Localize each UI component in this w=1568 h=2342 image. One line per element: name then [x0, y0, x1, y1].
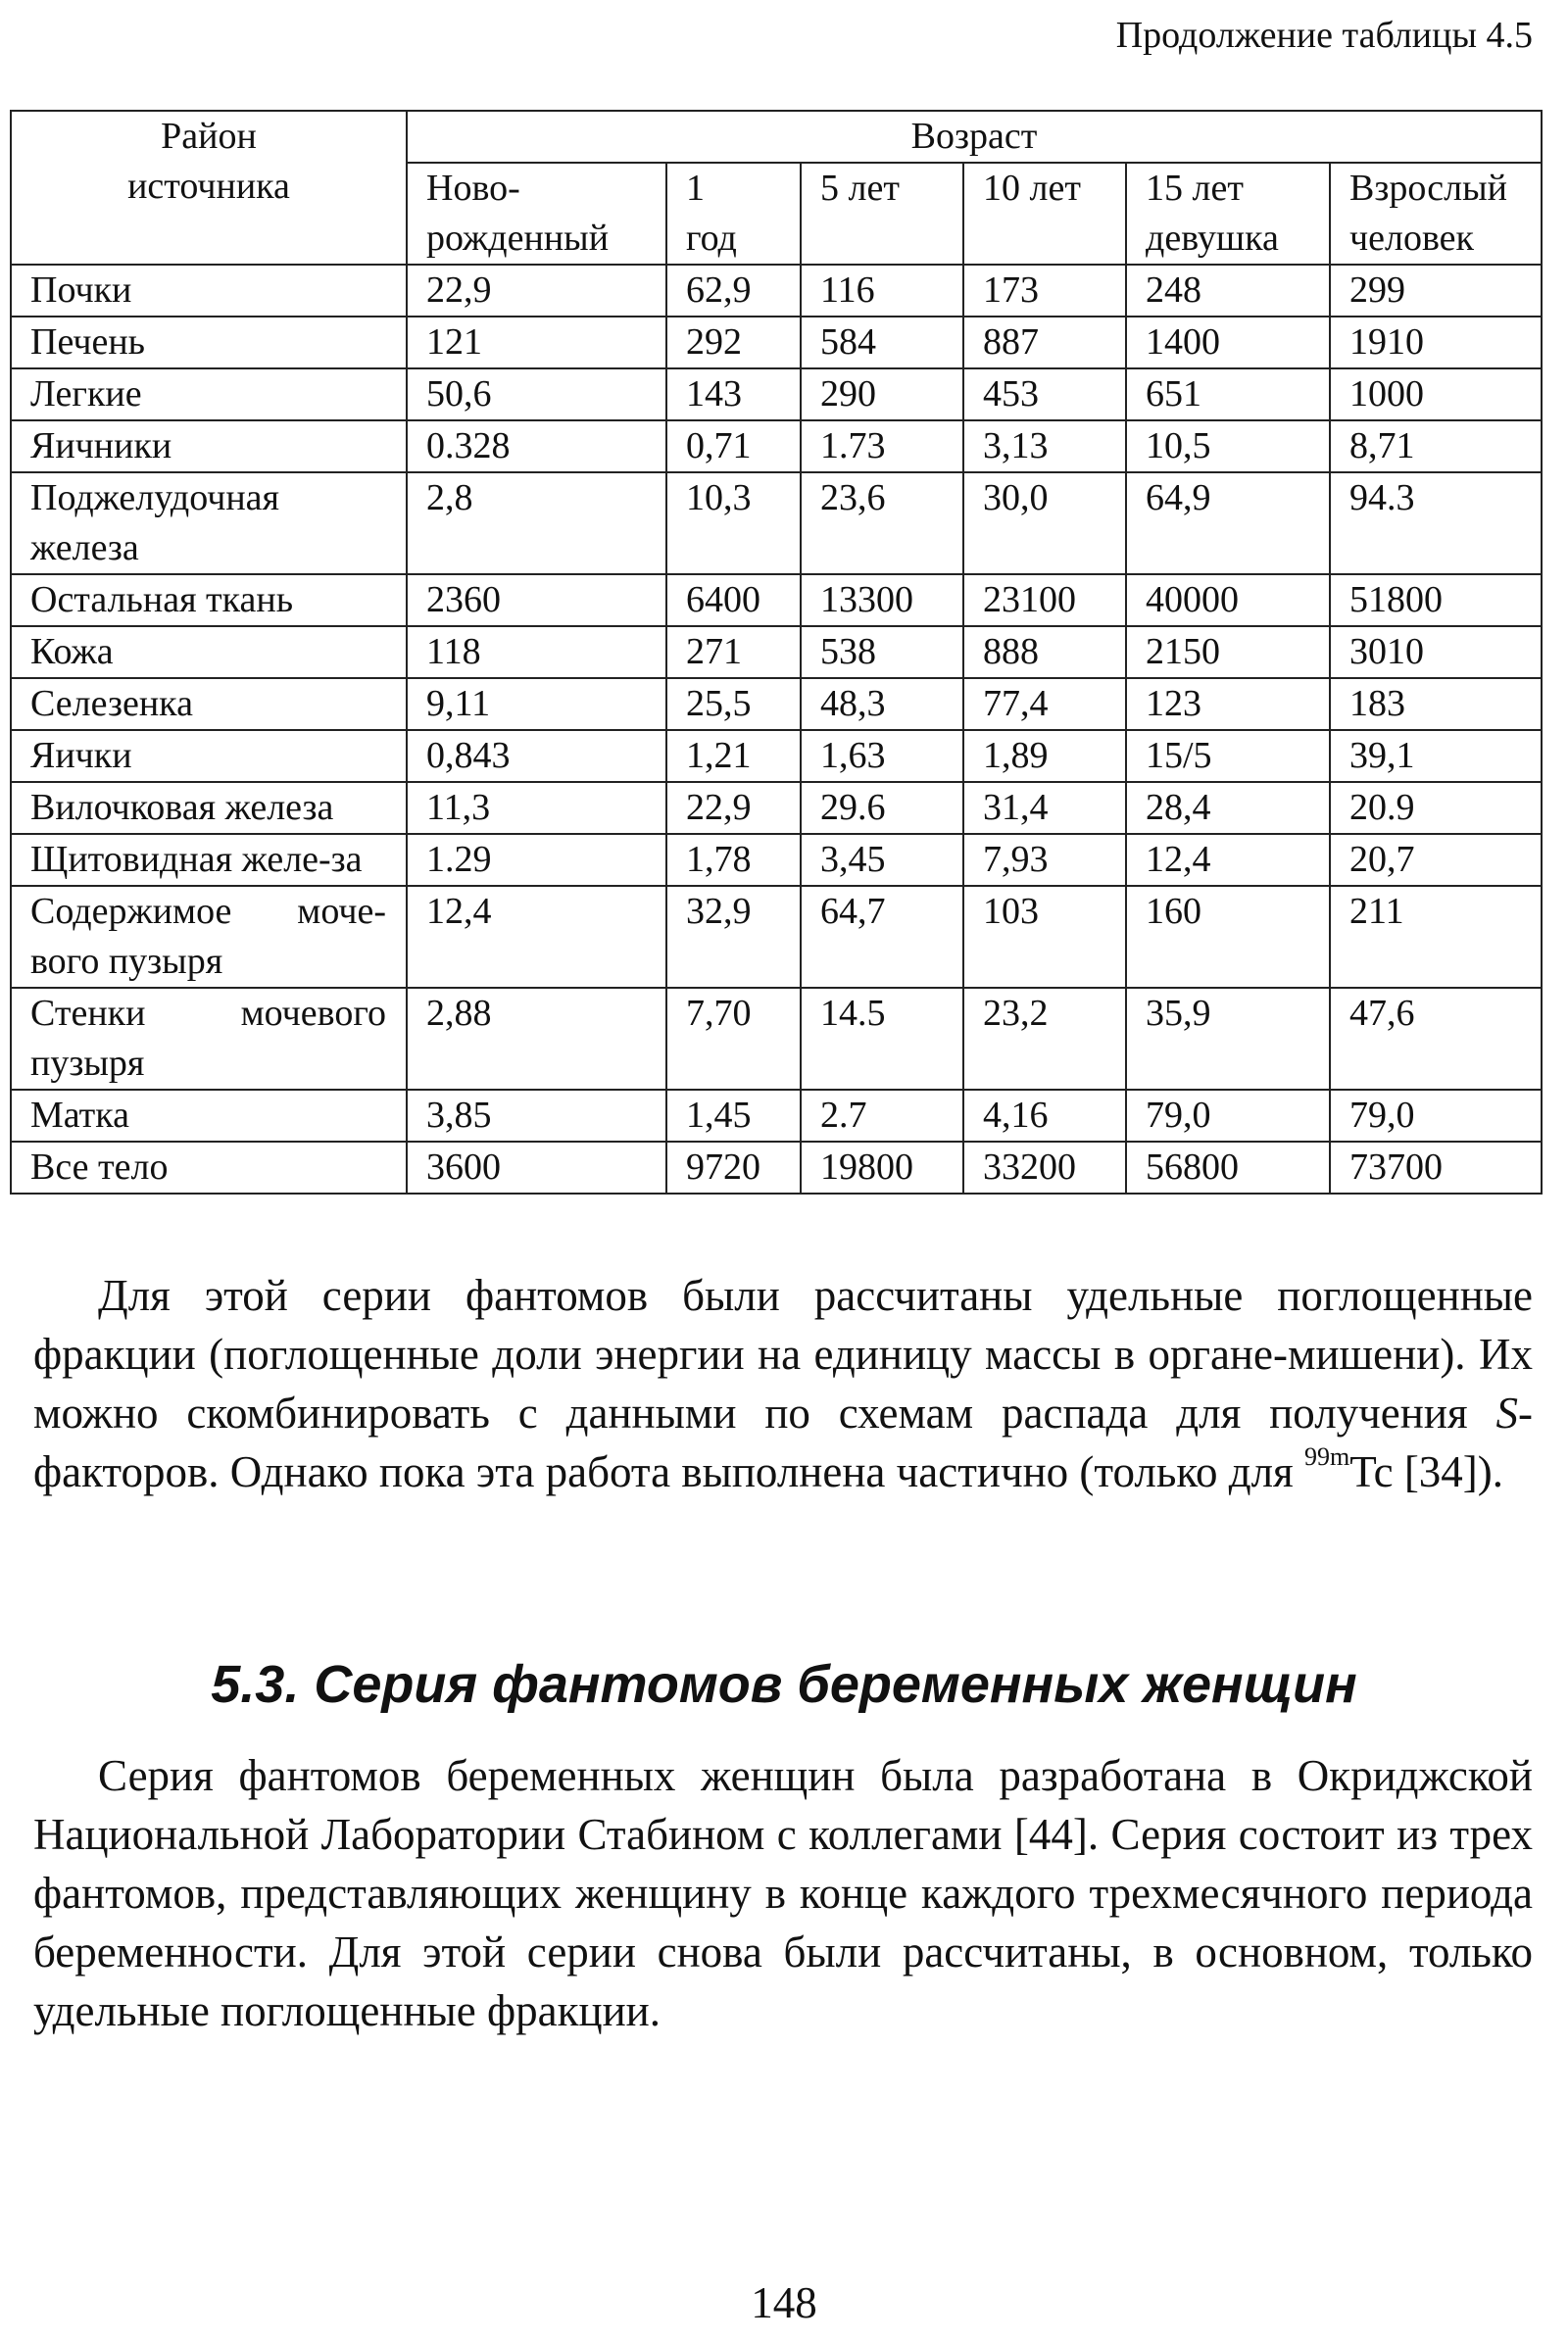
- organ-cell: Поджелудочная железа: [11, 472, 407, 574]
- value-cell: 12,4: [407, 886, 666, 988]
- value-cell: 20,7: [1330, 834, 1542, 886]
- value-cell: 10,3: [666, 472, 801, 574]
- value-cell: 211: [1330, 886, 1542, 988]
- value-cell: 15/5: [1126, 730, 1330, 782]
- value-cell: 248: [1126, 265, 1330, 317]
- value-cell: 2,8: [407, 472, 666, 574]
- value-cell: 12,4: [1126, 834, 1330, 886]
- page-number: 148: [751, 2278, 817, 2327]
- value-cell: 1.29: [407, 834, 666, 886]
- value-cell: 64,9: [1126, 472, 1330, 574]
- value-cell: 0,71: [666, 420, 801, 472]
- paragraph-1: Для этой серии фантомов были рассчитаны удельные поглощенные фракции (поглощенные доли энергии на единицу массы в органе-мишени). Их можно скомбинировать с данными по схемам распада для получения S-факторов. Однако пока эта работа выполнена частично (только для $^{99m}$Tc [34]).: [33, 1271, 1533, 1496]
- value-cell: 9720: [666, 1142, 801, 1194]
- table-row: [11, 988, 1542, 1090]
- value-cell: 64,7: [801, 886, 963, 988]
- value-cell: 2,88: [407, 988, 666, 1090]
- header-age: Возраст: [407, 111, 1542, 163]
- value-cell: 1000: [1330, 368, 1542, 420]
- table-row: [11, 265, 1542, 317]
- value-cell: 7,70: [666, 988, 801, 1090]
- value-cell: 121: [407, 317, 666, 368]
- value-cell: 79,0: [1126, 1090, 1330, 1142]
- value-cell: 0.328: [407, 420, 666, 472]
- table-row: [11, 1142, 1542, 1194]
- value-cell: 94.3: [1330, 472, 1542, 574]
- value-cell: 2.7: [801, 1090, 963, 1142]
- value-cell: 23,2: [963, 988, 1126, 1090]
- header-age-adult: Взрослый человек: [1330, 163, 1542, 265]
- value-cell: 22,9: [407, 265, 666, 317]
- organ-cell: Почки: [11, 265, 407, 317]
- header-source: [11, 111, 407, 265]
- table-row: [11, 730, 1542, 782]
- value-cell: 9,11: [407, 678, 666, 730]
- value-cell: 62,9: [666, 265, 801, 317]
- value-cell: 3,13: [963, 420, 1126, 472]
- value-cell: 453: [963, 368, 1126, 420]
- value-cell: 77,4: [963, 678, 1126, 730]
- organ-cell: Стенки мочевого пузыря: [11, 988, 407, 1090]
- organ-cell: Печень: [11, 317, 407, 368]
- value-cell: 19800: [801, 1142, 963, 1194]
- table-body: [11, 265, 1542, 1194]
- value-cell: 8,71: [1330, 420, 1542, 472]
- paragraph-2: Серия фантомов беременных женщин была разработана в Окриджской Национальной Лаборатории Стабином с коллегами [44]. Серия состоит из трех фантомов, представляющих женщину в конце каждого трехмесячного периода беременности. Для этой серии снова были рассчитаны, в основном, только удельные поглощенные фракции.: [33, 1751, 1533, 2035]
- value-cell: 1,21: [666, 730, 801, 782]
- value-cell: 30,0: [963, 472, 1126, 574]
- value-cell: 11,3: [407, 782, 666, 834]
- organ-cell: Все тело: [11, 1142, 407, 1194]
- value-cell: 651: [1126, 368, 1330, 420]
- value-cell: 0,843: [407, 730, 666, 782]
- value-cell: 2360: [407, 574, 666, 626]
- section-heading: 5.3. Серия фантомов беременных женщин: [211, 1655, 1357, 1714]
- value-cell: 3600: [407, 1142, 666, 1194]
- header-age-10y: 10 лет: [963, 163, 1126, 265]
- value-cell: 290: [801, 368, 963, 420]
- value-cell: 299: [1330, 265, 1542, 317]
- table-row: [11, 317, 1542, 368]
- table-row: [11, 472, 1542, 574]
- organ-cell: Селезенка: [11, 678, 407, 730]
- organ-cell: Содержимое моче-вого пузыря: [11, 886, 407, 988]
- value-cell: 40000: [1126, 574, 1330, 626]
- value-cell: 3,45: [801, 834, 963, 886]
- value-cell: 13300: [801, 574, 963, 626]
- value-cell: 31,4: [963, 782, 1126, 834]
- table-row: [11, 678, 1542, 730]
- table-row: [11, 420, 1542, 472]
- value-cell: 160: [1126, 886, 1330, 988]
- header-age-newborn: Ново- рожденный: [407, 163, 666, 265]
- value-cell: 2150: [1126, 626, 1330, 678]
- value-cell: 271: [666, 626, 801, 678]
- value-cell: 123: [1126, 678, 1330, 730]
- value-cell: 22,9: [666, 782, 801, 834]
- value-cell: 292: [666, 317, 801, 368]
- value-cell: 143: [666, 368, 801, 420]
- value-cell: 116: [801, 265, 963, 317]
- table-row: [11, 782, 1542, 834]
- value-cell: 6400: [666, 574, 801, 626]
- value-cell: 3010: [1330, 626, 1542, 678]
- value-cell: 887: [963, 317, 1126, 368]
- value-cell: 33200: [963, 1142, 1126, 1194]
- value-cell: 538: [801, 626, 963, 678]
- value-cell: 888: [963, 626, 1126, 678]
- table-row: [11, 574, 1542, 626]
- value-cell: 1.73: [801, 420, 963, 472]
- value-cell: 23100: [963, 574, 1126, 626]
- value-cell: 50,6: [407, 368, 666, 420]
- value-cell: 1910: [1330, 317, 1542, 368]
- organ-cell: Яички: [11, 730, 407, 782]
- organ-cell: Вилочковая железа: [11, 782, 407, 834]
- organ-cell: Щитовидная желе-за: [11, 834, 407, 886]
- value-cell: 20.9: [1330, 782, 1542, 834]
- header-age-15y: 15 лет девушка: [1126, 163, 1330, 265]
- s-factor-symbol: S: [1495, 1389, 1518, 1438]
- value-cell: 39,1: [1330, 730, 1542, 782]
- header-source-line1: Район: [161, 116, 257, 157]
- table-caption: Продолжение таблицы 4.5: [1115, 15, 1533, 56]
- value-cell: 584: [801, 317, 963, 368]
- organ-cell: Матка: [11, 1090, 407, 1142]
- value-cell: 14.5: [801, 988, 963, 1090]
- header-age-5y: 5 лет: [801, 163, 963, 265]
- table-row: [11, 626, 1542, 678]
- isotope-superscript: 99m: [1304, 1442, 1350, 1471]
- value-cell: 51800: [1330, 574, 1542, 626]
- value-cell: 1,78: [666, 834, 801, 886]
- value-cell: 1,63: [801, 730, 963, 782]
- value-cell: 118: [407, 626, 666, 678]
- header-row-age: [11, 111, 1542, 163]
- header-age-1y: 1 год: [666, 163, 801, 265]
- table-row: [11, 886, 1542, 988]
- organ-cell: Кожа: [11, 626, 407, 678]
- organ-cell: Яичники: [11, 420, 407, 472]
- value-cell: 4,16: [963, 1090, 1126, 1142]
- value-cell: 3,85: [407, 1090, 666, 1142]
- value-cell: 48,3: [801, 678, 963, 730]
- organ-mass-table: [10, 110, 1543, 1195]
- value-cell: 28,4: [1126, 782, 1330, 834]
- value-cell: 35,9: [1126, 988, 1330, 1090]
- value-cell: 10,5: [1126, 420, 1330, 472]
- organ-cell: Легкие: [11, 368, 407, 420]
- table-row: [11, 368, 1542, 420]
- value-cell: 32,9: [666, 886, 801, 988]
- table-row: [11, 1090, 1542, 1142]
- value-cell: 103: [963, 886, 1126, 988]
- value-cell: 1400: [1126, 317, 1330, 368]
- value-cell: 183: [1330, 678, 1542, 730]
- value-cell: 56800: [1126, 1142, 1330, 1194]
- value-cell: 73700: [1330, 1142, 1542, 1194]
- header-source-line2: источника: [127, 166, 290, 207]
- value-cell: 173: [963, 265, 1126, 317]
- value-cell: 1,45: [666, 1090, 801, 1142]
- value-cell: 1,89: [963, 730, 1126, 782]
- value-cell: 7,93: [963, 834, 1126, 886]
- organ-cell: Остальная ткань: [11, 574, 407, 626]
- table-row: [11, 834, 1542, 886]
- value-cell: 25,5: [666, 678, 801, 730]
- value-cell: 23,6: [801, 472, 963, 574]
- value-cell: 47,6: [1330, 988, 1542, 1090]
- value-cell: 29.6: [801, 782, 963, 834]
- value-cell: 79,0: [1330, 1090, 1542, 1142]
